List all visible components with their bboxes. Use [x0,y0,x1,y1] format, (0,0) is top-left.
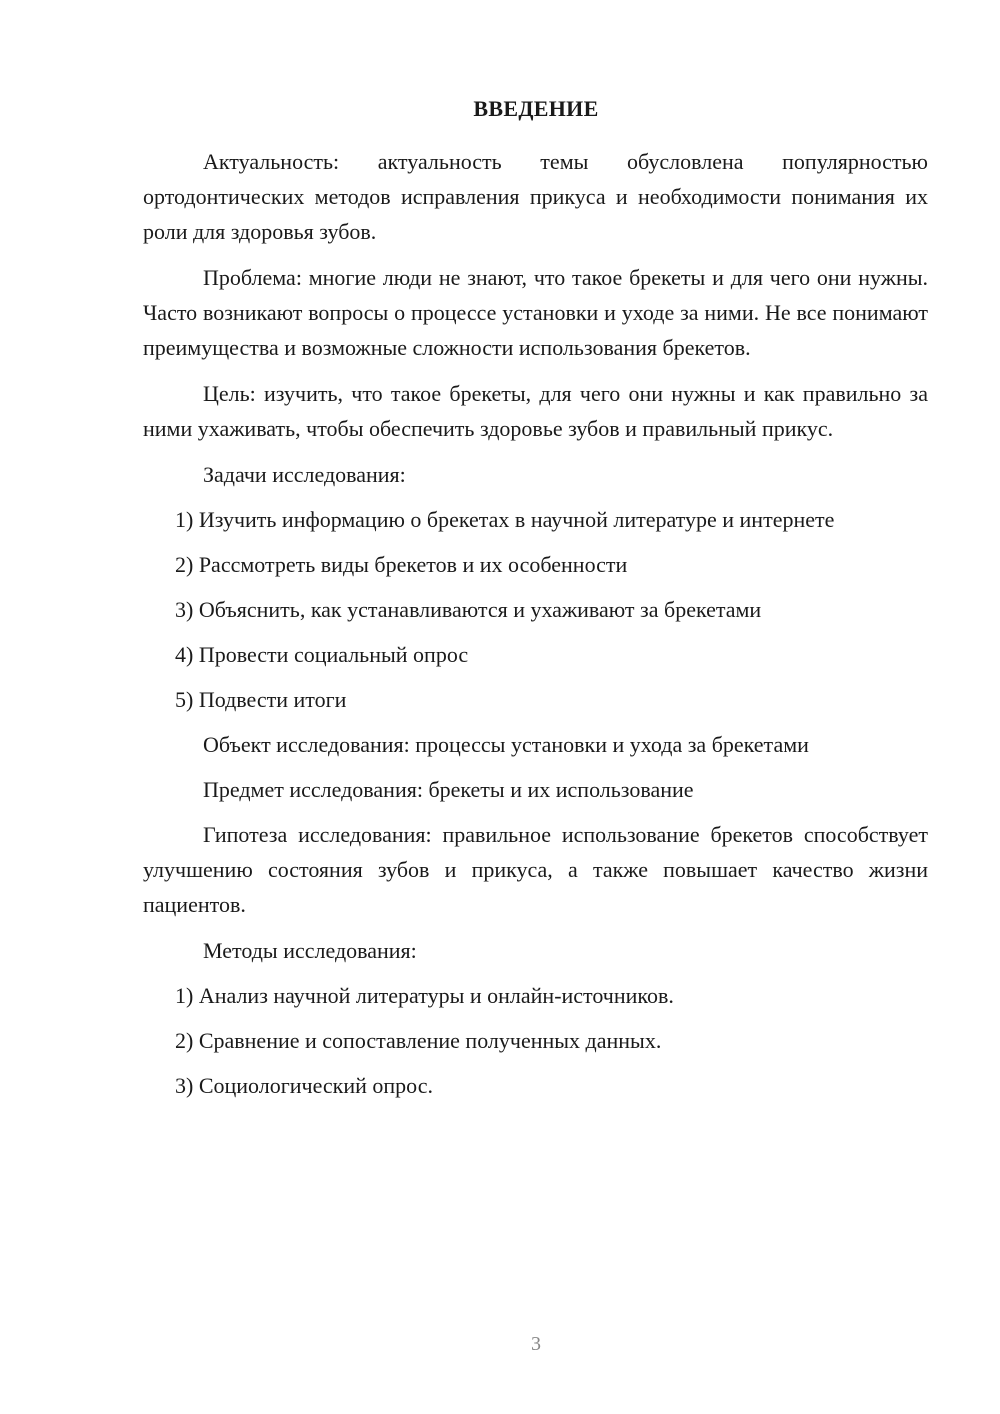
list-item: 5) Подвести итоги [175,687,347,712]
hypothesis-paragraph: Гипотеза исследования: правильное использование брекетов способствует улучшению состояния зубов и прикуса, а также повышает качество жизни пациентов. [143,822,928,917]
relevance-paragraph: Актуальность: актуальность темы обусловлена популярностью ортодонтических методов исправления прикуса и необходимости понимания их роли для здоровья зубов. [143,149,928,244]
tasks-list [143,502,928,717]
list-item: 3) Социологический опрос. [175,1073,433,1098]
list-item: 1) Анализ научной литературы и онлайн-источников. [175,983,674,1008]
goal-paragraph: Цель: изучить, что такое брекеты, для чего они нужны и как правильно за ними ухаживать, чтобы обеспечить здоровье зубов и правильный прикус. [143,381,928,441]
object-line: Объект исследования: процессы установки и ухода за брекетами [203,732,809,757]
list-item: 2) Сравнение и сопоставление полученных данных. [175,1028,662,1053]
problem-paragraph: Проблема: многие люди не знают, что такое брекеты и для чего они нужны. Часто возникают вопросы о процессе установки и уходе за ними. Не все понимают преимущества и возможные сложности использования брекетов. [143,265,928,360]
list-item: 1) Изучить информацию о брекетах в научной литературе и интернете [175,507,835,532]
tasks-heading: Задачи исследования: [203,462,406,487]
methods-heading: Методы исследования: [203,938,417,963]
page-title: ВВЕДЕНИЕ [473,96,599,121]
subject-line: Предмет исследования: брекеты и их использование [203,777,694,802]
list-item: 4) Провести социальный опрос [175,642,469,667]
list-item: 3) Объяснить, как устанавливаются и ухаживают за брекетами [175,597,762,622]
methods-list [143,978,928,1103]
list-item: 2) Рассмотреть виды брекетов и их особенности [175,552,628,577]
document-body [143,144,928,1113]
page-number: 3 [531,1333,541,1355]
